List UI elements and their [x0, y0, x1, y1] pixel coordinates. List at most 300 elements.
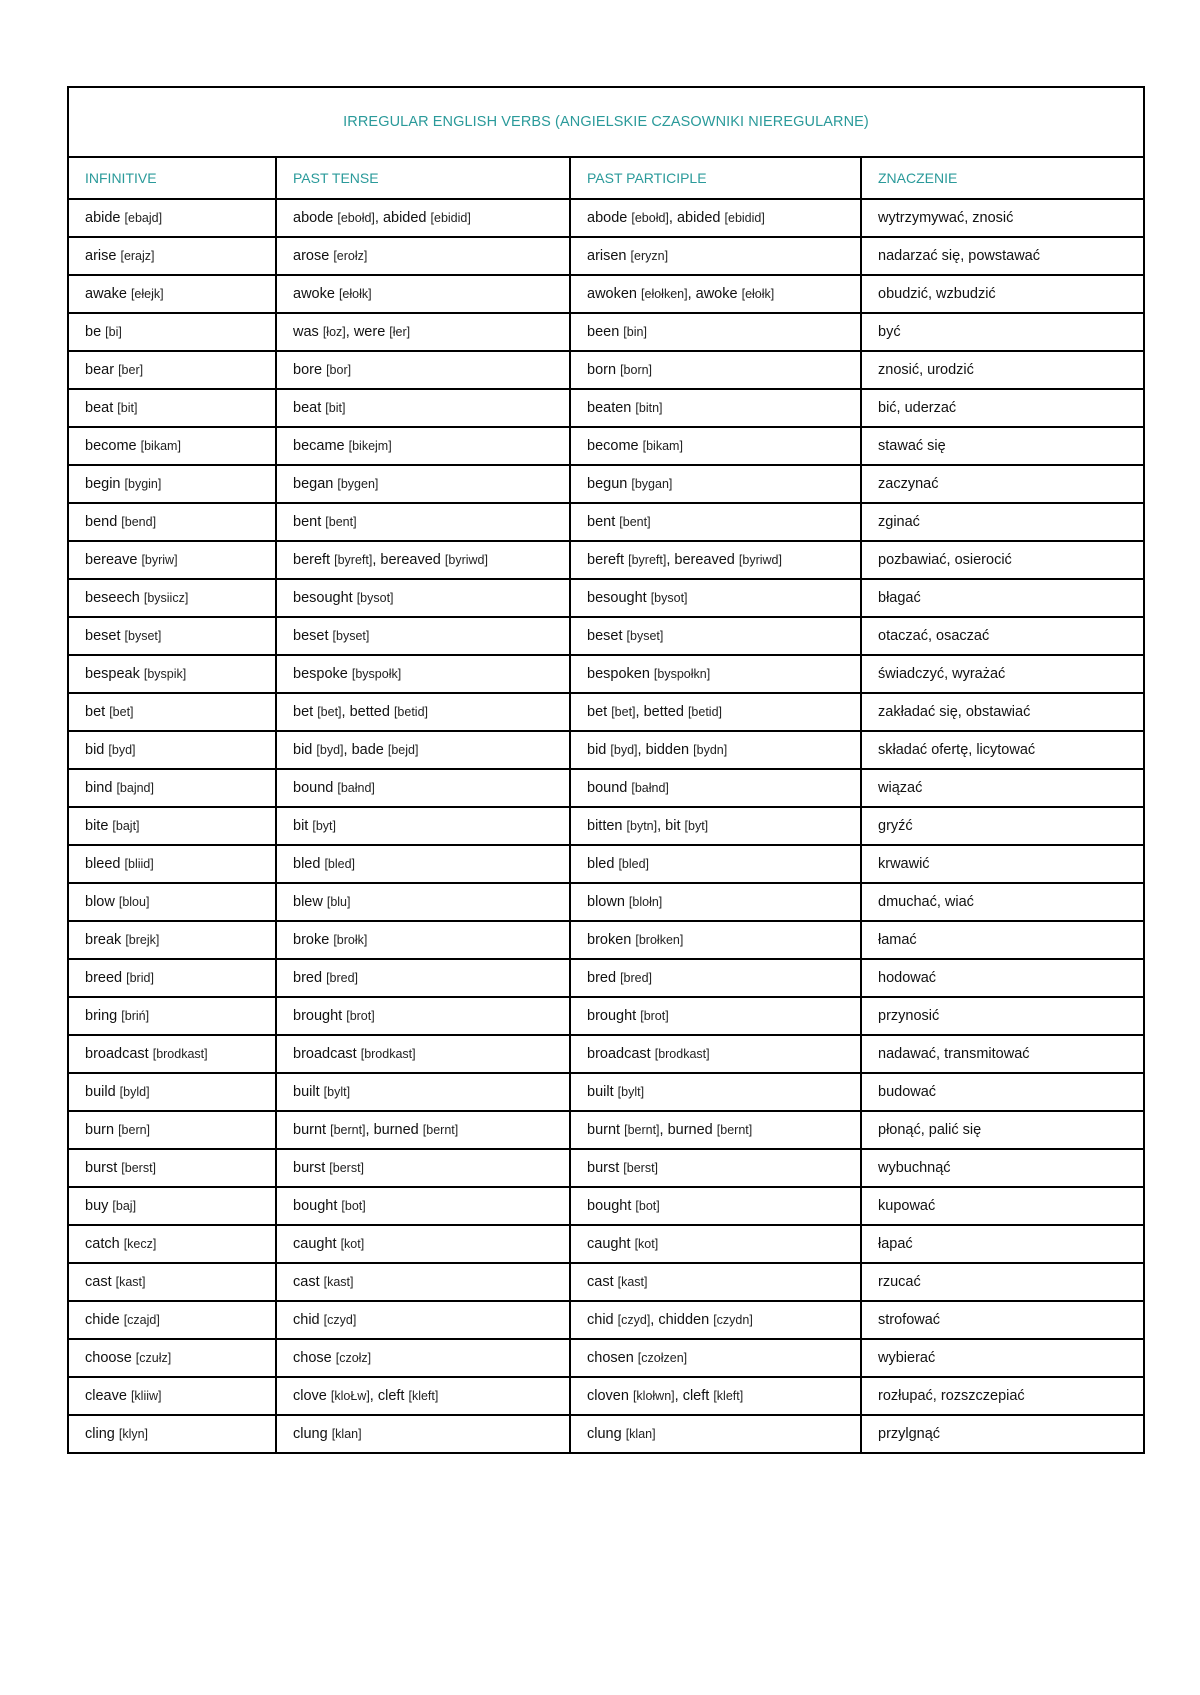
- verb-form: chose: [293, 1350, 332, 1366]
- infinitive-cell: [68, 693, 276, 731]
- past-tense-cell: [276, 313, 570, 351]
- pronunciation: [berst]: [329, 1161, 365, 1175]
- verb-form: chidden: [658, 1312, 710, 1328]
- table-row: [68, 1263, 1144, 1301]
- pronunciation: [łer]: [389, 325, 411, 339]
- meaning-cell: zakładać się, obstawiać: [861, 693, 1144, 731]
- verbs-table: [67, 86, 1145, 1454]
- pronunciation: [byset]: [124, 629, 162, 643]
- pronunciation: [bent]: [619, 515, 651, 529]
- infinitive-cell: [68, 883, 276, 921]
- verb-form: caught: [587, 1236, 631, 1252]
- pronunciation: [kliiw]: [130, 1389, 162, 1403]
- verb-form: abided: [676, 210, 721, 226]
- pronunciation: [czajd]: [123, 1313, 160, 1327]
- verb-form: bereave: [85, 552, 138, 568]
- past-participle-cell: [570, 1301, 861, 1339]
- past-tense-cell: [276, 541, 570, 579]
- pronunciation: [ełołk]: [338, 287, 372, 301]
- pronunciation: [bajt]: [112, 819, 140, 833]
- pronunciation: [briń]: [121, 1009, 150, 1023]
- pronunciation: [kot]: [340, 1237, 365, 1251]
- form-separator: ,: [650, 1312, 659, 1328]
- pronunciation: [berst]: [623, 1161, 659, 1175]
- verb-form: arise: [85, 248, 117, 264]
- meaning-cell: nadarzać się, powstawać: [861, 237, 1144, 275]
- form-separator: ,: [345, 324, 354, 340]
- pronunciation: [bit]: [325, 401, 346, 415]
- pronunciation: [kast]: [617, 1275, 648, 1289]
- verb-form: broken: [587, 932, 632, 948]
- past-participle-cell: [570, 465, 861, 503]
- past-tense-cell: [276, 1301, 570, 1339]
- infinitive-cell: [68, 807, 276, 845]
- verb-form: besought: [293, 590, 353, 606]
- past-participle-cell: [570, 313, 861, 351]
- form-separator: ,: [343, 742, 352, 758]
- pronunciation: [bernt]: [716, 1123, 753, 1137]
- verb-form: clung: [293, 1426, 328, 1442]
- verb-form: been: [587, 324, 620, 340]
- verb-form: bid: [587, 742, 607, 758]
- infinitive-cell: [68, 199, 276, 237]
- verb-form: bespoke: [293, 666, 348, 682]
- past-participle-cell: [570, 883, 861, 921]
- pronunciation: [kloŁw]: [330, 1389, 370, 1403]
- pronunciation: [bled]: [618, 857, 650, 871]
- header-past-participle: PAST PARTICIPLE: [570, 157, 861, 199]
- pronunciation: [byd]: [610, 743, 638, 757]
- past-tense-cell: [276, 389, 570, 427]
- past-participle-cell: [570, 617, 861, 655]
- past-tense-cell: [276, 237, 570, 275]
- infinitive-cell: [68, 845, 276, 883]
- pronunciation: [byspołk]: [351, 667, 402, 681]
- pronunciation: [bałnd]: [631, 781, 669, 795]
- infinitive-cell: [68, 1149, 276, 1187]
- pronunciation: [bysot]: [356, 591, 394, 605]
- pronunciation: [bit]: [117, 401, 138, 415]
- pronunciation: [bikejm]: [348, 439, 392, 453]
- verb-form: burned: [667, 1122, 713, 1138]
- table-row: [68, 1149, 1144, 1187]
- verb-form: beset: [587, 628, 623, 644]
- table-row: [68, 655, 1144, 693]
- pronunciation: [klołwn]: [632, 1389, 675, 1403]
- pronunciation: [bet]: [109, 705, 134, 719]
- meaning-cell: rozłupać, rozszczepiać: [861, 1377, 1144, 1415]
- past-tense-cell: [276, 1225, 570, 1263]
- pronunciation: [bikam]: [140, 439, 181, 453]
- verb-form: were: [353, 324, 386, 340]
- pronunciation: [bitn]: [635, 401, 663, 415]
- pronunciation: [czyd]: [617, 1313, 651, 1327]
- infinitive-cell: [68, 997, 276, 1035]
- pronunciation: [brołken]: [635, 933, 684, 947]
- infinitive-cell: [68, 541, 276, 579]
- verb-form: brought: [587, 1008, 637, 1024]
- header-infinitive: INFINITIVE: [68, 157, 276, 199]
- past-participle-cell: [570, 199, 861, 237]
- pronunciation: [byriwd]: [738, 553, 782, 567]
- verb-form: bitten: [587, 818, 623, 834]
- pronunciation: [byriw]: [141, 553, 178, 567]
- verb-form: began: [293, 476, 334, 492]
- form-separator: ,: [372, 552, 381, 568]
- past-participle-cell: [570, 1339, 861, 1377]
- form-separator: ,: [687, 286, 696, 302]
- pronunciation: [erołz]: [333, 249, 368, 263]
- past-participle-cell: [570, 1111, 861, 1149]
- form-separator: ,: [659, 1122, 668, 1138]
- past-tense-cell: [276, 1035, 570, 1073]
- pronunciation: [bygen]: [337, 477, 379, 491]
- infinitive-cell: [68, 1339, 276, 1377]
- verb-rows: [68, 199, 1144, 1453]
- meaning-cell: zginać: [861, 503, 1144, 541]
- infinitive-cell: [68, 389, 276, 427]
- verb-form: awake: [85, 286, 127, 302]
- pronunciation: [bent]: [325, 515, 357, 529]
- past-tense-cell: [276, 579, 570, 617]
- meaning-cell: wytrzymywać, znosić: [861, 199, 1144, 237]
- past-tense-cell: [276, 465, 570, 503]
- pronunciation: [brodkast]: [152, 1047, 208, 1061]
- verb-form: chid: [293, 1312, 320, 1328]
- past-participle-cell: [570, 807, 861, 845]
- table-row: [68, 1035, 1144, 1073]
- table-row: [68, 1225, 1144, 1263]
- pronunciation: [erajz]: [120, 249, 155, 263]
- past-tense-cell: [276, 845, 570, 883]
- verb-form: arose: [293, 248, 330, 264]
- pronunciation: [bend]: [121, 515, 157, 529]
- verb-form: cleft: [682, 1388, 710, 1404]
- verb-form: bit: [293, 818, 309, 834]
- meaning-cell: wybuchnąć: [861, 1149, 1144, 1187]
- verb-form: bit: [665, 818, 681, 834]
- meaning-cell: być: [861, 313, 1144, 351]
- past-tense-cell: [276, 427, 570, 465]
- verb-form: beaten: [587, 400, 632, 416]
- pronunciation: [byreft]: [628, 553, 667, 567]
- pronunciation: [bernt]: [422, 1123, 459, 1137]
- past-participle-cell: [570, 1187, 861, 1225]
- past-participle-cell: [570, 351, 861, 389]
- verb-form: chide: [85, 1312, 120, 1328]
- infinitive-cell: [68, 351, 276, 389]
- verb-form: broadcast: [587, 1046, 651, 1062]
- pronunciation: [klan]: [331, 1427, 362, 1441]
- past-tense-cell: [276, 351, 570, 389]
- verb-form: bid: [85, 742, 105, 758]
- pronunciation: [brejk]: [125, 933, 160, 947]
- infinitive-cell: [68, 313, 276, 351]
- table-row: [68, 807, 1144, 845]
- pronunciation: [bejd]: [387, 743, 419, 757]
- past-tense-cell: [276, 1415, 570, 1453]
- verb-form: bespoken: [587, 666, 650, 682]
- form-separator: ,: [365, 1122, 374, 1138]
- table-row: [68, 617, 1144, 655]
- pronunciation: [byspołkn]: [653, 667, 711, 681]
- form-separator: ,: [637, 742, 646, 758]
- verb-form: bidden: [645, 742, 690, 758]
- infinitive-cell: [68, 237, 276, 275]
- pronunciation: [berst]: [121, 1161, 157, 1175]
- pronunciation: [czołzen]: [637, 1351, 688, 1365]
- pronunciation: [bred]: [620, 971, 653, 985]
- pronunciation: [bygin]: [124, 477, 162, 491]
- pronunciation: [brodkast]: [654, 1047, 710, 1061]
- past-participle-cell: [570, 959, 861, 997]
- form-separator: ,: [374, 210, 383, 226]
- pronunciation: [bi]: [105, 325, 122, 339]
- pronunciation: [kast]: [323, 1275, 354, 1289]
- verb-form: cast: [85, 1274, 112, 1290]
- pronunciation: [born]: [620, 363, 653, 377]
- past-participle-cell: [570, 389, 861, 427]
- infinitive-cell: [68, 921, 276, 959]
- past-participle-cell: [570, 503, 861, 541]
- infinitive-cell: [68, 465, 276, 503]
- pronunciation: [baj]: [112, 1199, 137, 1213]
- verb-form: burnt: [293, 1122, 327, 1138]
- past-participle-cell: [570, 1149, 861, 1187]
- past-tense-cell: [276, 1187, 570, 1225]
- pronunciation: [bernt]: [330, 1123, 366, 1137]
- infinitive-cell: [68, 1301, 276, 1339]
- pronunciation: [brołk]: [333, 933, 368, 947]
- table-title: IRREGULAR ENGLISH VERBS (ANGIELSKIE CZASOWNIKI NIEREGULARNE): [68, 87, 1144, 157]
- past-participle-cell: [570, 1225, 861, 1263]
- pronunciation: [bysiicz]: [143, 591, 189, 605]
- pronunciation: [byriwd]: [444, 553, 488, 567]
- pronunciation: [byspik]: [143, 667, 187, 681]
- verb-form: bleed: [85, 856, 121, 872]
- pronunciation: [byset]: [332, 629, 370, 643]
- infinitive-cell: [68, 1073, 276, 1111]
- pronunciation: [bot]: [635, 1199, 660, 1213]
- table-row: [68, 731, 1144, 769]
- verb-form: bore: [293, 362, 323, 378]
- verb-form: bound: [293, 780, 334, 796]
- table-row: [68, 275, 1144, 313]
- pronunciation: [byt]: [684, 819, 709, 833]
- pronunciation: [bliid]: [124, 857, 154, 871]
- verb-form: become: [85, 438, 137, 454]
- table-row: [68, 541, 1144, 579]
- verb-form: betted: [643, 704, 684, 720]
- verb-form: bespeak: [85, 666, 140, 682]
- table-row: [68, 693, 1144, 731]
- past-participle-cell: [570, 1035, 861, 1073]
- pronunciation: [bin]: [623, 325, 647, 339]
- verb-form: was: [293, 324, 319, 340]
- infinitive-cell: [68, 1035, 276, 1073]
- past-participle-cell: [570, 1377, 861, 1415]
- verb-form: bled: [587, 856, 615, 872]
- table-row: [68, 769, 1144, 807]
- verb-form: awoke: [293, 286, 335, 302]
- verb-form: bear: [85, 362, 115, 378]
- pronunciation: [czułz]: [135, 1351, 172, 1365]
- pronunciation: [ber]: [118, 363, 144, 377]
- infinitive-cell: [68, 275, 276, 313]
- table-row: [68, 1377, 1144, 1415]
- pronunciation: [ebajd]: [124, 211, 163, 225]
- verb-form: clung: [587, 1426, 622, 1442]
- meaning-cell: łamać: [861, 921, 1144, 959]
- verb-form: cloven: [587, 1388, 629, 1404]
- table-row: [68, 199, 1144, 237]
- header-meaning: ZNACZENIE: [861, 157, 1144, 199]
- verb-form: become: [587, 438, 639, 454]
- pronunciation: [bet]: [317, 705, 342, 719]
- infinitive-cell: [68, 1415, 276, 1453]
- meaning-cell: hodować: [861, 959, 1144, 997]
- past-tense-cell: [276, 503, 570, 541]
- table-row: [68, 389, 1144, 427]
- pronunciation: [bot]: [341, 1199, 366, 1213]
- verb-form: chosen: [587, 1350, 634, 1366]
- pronunciation: [kast]: [115, 1275, 146, 1289]
- pronunciation: [bred]: [326, 971, 359, 985]
- infinitive-cell: [68, 1187, 276, 1225]
- past-tense-cell: [276, 807, 570, 845]
- table-row: [68, 1339, 1144, 1377]
- past-participle-cell: [570, 655, 861, 693]
- verb-form: bring: [85, 1008, 118, 1024]
- verb-form: born: [587, 362, 617, 378]
- form-separator: ,: [657, 818, 666, 834]
- infinitive-cell: [68, 731, 276, 769]
- table-row: [68, 1111, 1144, 1149]
- verb-form: bid: [293, 742, 313, 758]
- verb-form: break: [85, 932, 122, 948]
- pronunciation: [bled]: [324, 857, 356, 871]
- meaning-cell: błagać: [861, 579, 1144, 617]
- infinitive-cell: [68, 617, 276, 655]
- form-separator: ,: [369, 1388, 378, 1404]
- verb-form: breed: [85, 970, 123, 986]
- table-row: [68, 579, 1144, 617]
- meaning-cell: zaczynać: [861, 465, 1144, 503]
- verb-form: buy: [85, 1198, 109, 1214]
- past-participle-cell: [570, 693, 861, 731]
- meaning-cell: kupować: [861, 1187, 1144, 1225]
- pronunciation: [brot]: [640, 1009, 669, 1023]
- meaning-cell: przynosić: [861, 997, 1144, 1035]
- table-row: [68, 845, 1144, 883]
- pronunciation: [bydn]: [693, 743, 728, 757]
- verb-form: abode: [587, 210, 628, 226]
- verb-form: bled: [293, 856, 321, 872]
- meaning-cell: stawać się: [861, 427, 1144, 465]
- pronunciation: [klyn]: [118, 1427, 149, 1441]
- infinitive-cell: [68, 1377, 276, 1415]
- table-row: [68, 313, 1144, 351]
- past-tense-cell: [276, 1377, 570, 1415]
- meaning-cell: strofować: [861, 1301, 1144, 1339]
- verb-form: beat: [293, 400, 322, 416]
- verb-form: built: [587, 1084, 614, 1100]
- pronunciation: [byd]: [316, 743, 344, 757]
- verb-form: bite: [85, 818, 109, 834]
- pronunciation: [ełołken]: [641, 287, 688, 301]
- form-separator: ,: [635, 704, 644, 720]
- verb-form: bet: [587, 704, 608, 720]
- verb-form: awoken: [587, 286, 637, 302]
- meaning-cell: świadczyć, wyrażać: [861, 655, 1144, 693]
- pronunciation: [blu]: [326, 895, 351, 909]
- pronunciation: [ebidid]: [724, 211, 765, 225]
- verb-form: awoke: [695, 286, 738, 302]
- verb-form: beset: [293, 628, 329, 644]
- verb-form: became: [293, 438, 345, 454]
- verb-form: brought: [293, 1008, 343, 1024]
- table-row: [68, 921, 1144, 959]
- table-row: [68, 351, 1144, 389]
- past-tense-cell: [276, 199, 570, 237]
- verb-form: burned: [373, 1122, 419, 1138]
- pronunciation: [byld]: [119, 1085, 150, 1099]
- meaning-cell: dmuchać, wiać: [861, 883, 1144, 921]
- past-tense-cell: [276, 275, 570, 313]
- verb-form: bred: [293, 970, 323, 986]
- verb-form: besought: [587, 590, 647, 606]
- meaning-cell: gryźć: [861, 807, 1144, 845]
- verb-form: cast: [587, 1274, 614, 1290]
- pronunciation: [kot]: [634, 1237, 659, 1251]
- verb-form: abided: [382, 210, 427, 226]
- pronunciation: [bygan]: [631, 477, 673, 491]
- past-participle-cell: [570, 237, 861, 275]
- infinitive-cell: [68, 579, 276, 617]
- pronunciation: [bikam]: [642, 439, 683, 453]
- past-tense-cell: [276, 617, 570, 655]
- table-row: [68, 465, 1144, 503]
- pronunciation: [brodkast]: [360, 1047, 416, 1061]
- verb-form: burnt: [587, 1122, 621, 1138]
- past-tense-cell: [276, 693, 570, 731]
- past-tense-cell: [276, 731, 570, 769]
- verb-form: arisen: [587, 248, 627, 264]
- pronunciation: [kecz]: [123, 1237, 157, 1251]
- verb-form: bereft: [293, 552, 331, 568]
- table-row: [68, 1415, 1144, 1453]
- verb-form: build: [85, 1084, 116, 1100]
- verb-form: beat: [85, 400, 114, 416]
- table-row: [68, 1073, 1144, 1111]
- verb-form: bought: [587, 1198, 632, 1214]
- past-participle-cell: [570, 1073, 861, 1111]
- past-participle-cell: [570, 1415, 861, 1453]
- past-participle-cell: [570, 427, 861, 465]
- pronunciation: [betid]: [687, 705, 723, 719]
- verb-form: chid: [587, 1312, 614, 1328]
- table-row: [68, 503, 1144, 541]
- meaning-cell: otaczać, osaczać: [861, 617, 1144, 655]
- pronunciation: [bylt]: [617, 1085, 645, 1099]
- past-participle-cell: [570, 579, 861, 617]
- verb-form: burst: [293, 1160, 326, 1176]
- pronunciation: [byset]: [626, 629, 664, 643]
- infinitive-cell: [68, 503, 276, 541]
- verb-form: cling: [85, 1426, 115, 1442]
- meaning-cell: płonąć, palić się: [861, 1111, 1144, 1149]
- pronunciation: [ełejk]: [130, 287, 164, 301]
